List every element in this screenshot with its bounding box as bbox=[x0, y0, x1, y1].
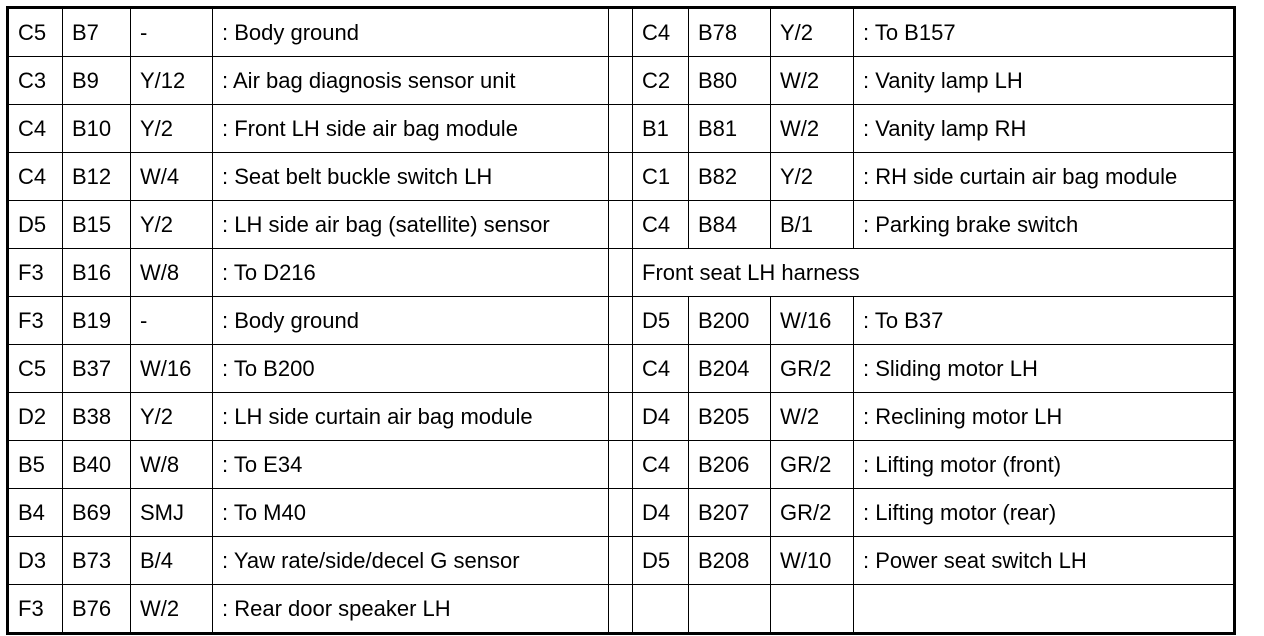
left-connector-type-cell: B/4 bbox=[131, 537, 213, 585]
right-connector-code-cell bbox=[689, 585, 771, 634]
right-connector-code-cell: B81 bbox=[689, 105, 771, 153]
right-grid-ref-cell: D4 bbox=[633, 393, 689, 441]
right-description-cell: : Sliding motor LH bbox=[854, 345, 1235, 393]
left-connector-code-cell: B38 bbox=[63, 393, 131, 441]
left-grid-ref-cell: F3 bbox=[8, 249, 63, 297]
right-description-cell: : Parking brake switch bbox=[854, 201, 1235, 249]
left-grid-ref-cell: C5 bbox=[8, 8, 63, 57]
right-connector-code-cell: B207 bbox=[689, 489, 771, 537]
column-separator bbox=[609, 393, 633, 441]
table-row bbox=[8, 537, 1235, 585]
right-grid-ref-cell: D5 bbox=[633, 297, 689, 345]
right-connector-code-cell: B80 bbox=[689, 57, 771, 105]
table-row bbox=[8, 201, 1235, 249]
left-description-cell: : Rear door speaker LH bbox=[213, 585, 609, 634]
left-connector-code-cell: B7 bbox=[63, 8, 131, 57]
right-connector-type-cell: GR/2 bbox=[771, 345, 854, 393]
right-connector-code-cell: B200 bbox=[689, 297, 771, 345]
left-connector-code-cell: B40 bbox=[63, 441, 131, 489]
left-connector-type-cell: Y/2 bbox=[131, 393, 213, 441]
left-grid-ref-cell: C4 bbox=[8, 153, 63, 201]
right-connector-type-cell: GR/2 bbox=[771, 489, 854, 537]
right-connector-type-cell: Y/2 bbox=[771, 8, 854, 57]
left-description-cell: : To E34 bbox=[213, 441, 609, 489]
column-separator bbox=[609, 201, 633, 249]
left-grid-ref-cell: B5 bbox=[8, 441, 63, 489]
left-connector-code-cell: B12 bbox=[63, 153, 131, 201]
left-description-cell: : Air bag diagnosis sensor unit bbox=[213, 57, 609, 105]
left-connector-code-cell: B76 bbox=[63, 585, 131, 634]
left-grid-ref-cell: C5 bbox=[8, 345, 63, 393]
left-grid-ref-cell: F3 bbox=[8, 297, 63, 345]
right-connector-type-cell: W/2 bbox=[771, 105, 854, 153]
right-connector-type-cell: W/16 bbox=[771, 297, 854, 345]
left-grid-ref-cell: D3 bbox=[8, 537, 63, 585]
table-row bbox=[8, 105, 1235, 153]
table-row bbox=[8, 441, 1235, 489]
left-grid-ref-cell: C3 bbox=[8, 57, 63, 105]
left-connector-type-cell: Y/12 bbox=[131, 57, 213, 105]
right-connector-type-cell: B/1 bbox=[771, 201, 854, 249]
left-connector-type-cell: - bbox=[131, 8, 213, 57]
left-connector-type-cell: Y/2 bbox=[131, 105, 213, 153]
right-grid-ref-cell: C2 bbox=[633, 57, 689, 105]
right-grid-ref-cell: B1 bbox=[633, 105, 689, 153]
table-row bbox=[8, 393, 1235, 441]
column-separator bbox=[609, 153, 633, 201]
right-connector-type-cell: GR/2 bbox=[771, 441, 854, 489]
left-connector-code-cell: B15 bbox=[63, 201, 131, 249]
left-connector-code-cell: B19 bbox=[63, 297, 131, 345]
right-description-cell: : Vanity lamp RH bbox=[854, 105, 1235, 153]
left-grid-ref-cell: D2 bbox=[8, 393, 63, 441]
right-grid-ref-cell: C4 bbox=[633, 8, 689, 57]
left-connector-code-cell: B37 bbox=[63, 345, 131, 393]
right-description-cell: : To B37 bbox=[854, 297, 1235, 345]
left-description-cell: : Seat belt buckle switch LH bbox=[213, 153, 609, 201]
right-description-cell: : Lifting motor (rear) bbox=[854, 489, 1235, 537]
left-connector-code-cell: B10 bbox=[63, 105, 131, 153]
left-connector-code-cell: B69 bbox=[63, 489, 131, 537]
right-description-cell bbox=[854, 585, 1235, 634]
left-description-cell: : To B200 bbox=[213, 345, 609, 393]
right-connector-type-cell: W/10 bbox=[771, 537, 854, 585]
left-connector-type-cell: W/8 bbox=[131, 249, 213, 297]
left-connector-code-cell: B9 bbox=[63, 57, 131, 105]
right-grid-ref-cell: C4 bbox=[633, 441, 689, 489]
right-description-cell: : Vanity lamp LH bbox=[854, 57, 1235, 105]
right-description-cell: : Lifting motor (front) bbox=[854, 441, 1235, 489]
connector-list-table bbox=[6, 6, 1236, 635]
table-row bbox=[8, 153, 1235, 201]
column-separator bbox=[609, 57, 633, 105]
right-grid-ref-cell: C4 bbox=[633, 345, 689, 393]
left-connector-type-cell: W/8 bbox=[131, 441, 213, 489]
left-connector-type-cell: W/2 bbox=[131, 585, 213, 634]
right-connector-type-cell: W/2 bbox=[771, 393, 854, 441]
left-connector-code-cell: B73 bbox=[63, 537, 131, 585]
right-connector-code-cell: B78 bbox=[689, 8, 771, 57]
right-connector-code-cell: B204 bbox=[689, 345, 771, 393]
column-separator bbox=[609, 585, 633, 634]
table-row bbox=[8, 297, 1235, 345]
left-description-cell: : Yaw rate/side/decel G sensor bbox=[213, 537, 609, 585]
harness-section-heading: Front seat LH harness bbox=[633, 249, 1235, 297]
right-grid-ref-cell: D4 bbox=[633, 489, 689, 537]
table-row bbox=[8, 345, 1235, 393]
right-connector-type-cell: Y/2 bbox=[771, 153, 854, 201]
left-grid-ref-cell: C4 bbox=[8, 105, 63, 153]
right-connector-code-cell: B206 bbox=[689, 441, 771, 489]
column-separator bbox=[609, 8, 633, 57]
left-grid-ref-cell: D5 bbox=[8, 201, 63, 249]
left-description-cell: : LH side air bag (satellite) sensor bbox=[213, 201, 609, 249]
right-grid-ref-cell bbox=[633, 585, 689, 634]
right-connector-code-cell: B208 bbox=[689, 537, 771, 585]
right-grid-ref-cell: D5 bbox=[633, 537, 689, 585]
right-connector-code-cell: B84 bbox=[689, 201, 771, 249]
left-description-cell: : Front LH side air bag module bbox=[213, 105, 609, 153]
left-connector-type-cell: - bbox=[131, 297, 213, 345]
right-connector-type-cell: W/2 bbox=[771, 57, 854, 105]
right-connector-code-cell: B205 bbox=[689, 393, 771, 441]
right-connector-code-cell: B82 bbox=[689, 153, 771, 201]
right-description-cell: : Reclining motor LH bbox=[854, 393, 1235, 441]
table-row bbox=[8, 8, 1235, 57]
column-separator bbox=[609, 489, 633, 537]
column-separator bbox=[609, 537, 633, 585]
left-connector-type-cell: SMJ bbox=[131, 489, 213, 537]
column-separator bbox=[609, 105, 633, 153]
left-grid-ref-cell: F3 bbox=[8, 585, 63, 634]
right-description-cell: : RH side curtain air bag module bbox=[854, 153, 1235, 201]
left-description-cell: : Body ground bbox=[213, 8, 609, 57]
column-separator bbox=[609, 345, 633, 393]
left-connector-code-cell: B16 bbox=[63, 249, 131, 297]
column-separator bbox=[609, 297, 633, 345]
table-row bbox=[8, 249, 1235, 297]
table-row bbox=[8, 489, 1235, 537]
left-grid-ref-cell: B4 bbox=[8, 489, 63, 537]
table-row bbox=[8, 57, 1235, 105]
column-separator bbox=[609, 249, 633, 297]
left-description-cell: : LH side curtain air bag module bbox=[213, 393, 609, 441]
left-connector-type-cell: W/16 bbox=[131, 345, 213, 393]
right-connector-type-cell bbox=[771, 585, 854, 634]
left-description-cell: : To D216 bbox=[213, 249, 609, 297]
right-grid-ref-cell: C4 bbox=[633, 201, 689, 249]
left-connector-type-cell: Y/2 bbox=[131, 201, 213, 249]
right-grid-ref-cell: C1 bbox=[633, 153, 689, 201]
left-description-cell: : To M40 bbox=[213, 489, 609, 537]
left-connector-type-cell: W/4 bbox=[131, 153, 213, 201]
right-description-cell: : Power seat switch LH bbox=[854, 537, 1235, 585]
right-description-cell: : To B157 bbox=[854, 8, 1235, 57]
left-description-cell: : Body ground bbox=[213, 297, 609, 345]
column-separator bbox=[609, 441, 633, 489]
table-row bbox=[8, 585, 1235, 634]
